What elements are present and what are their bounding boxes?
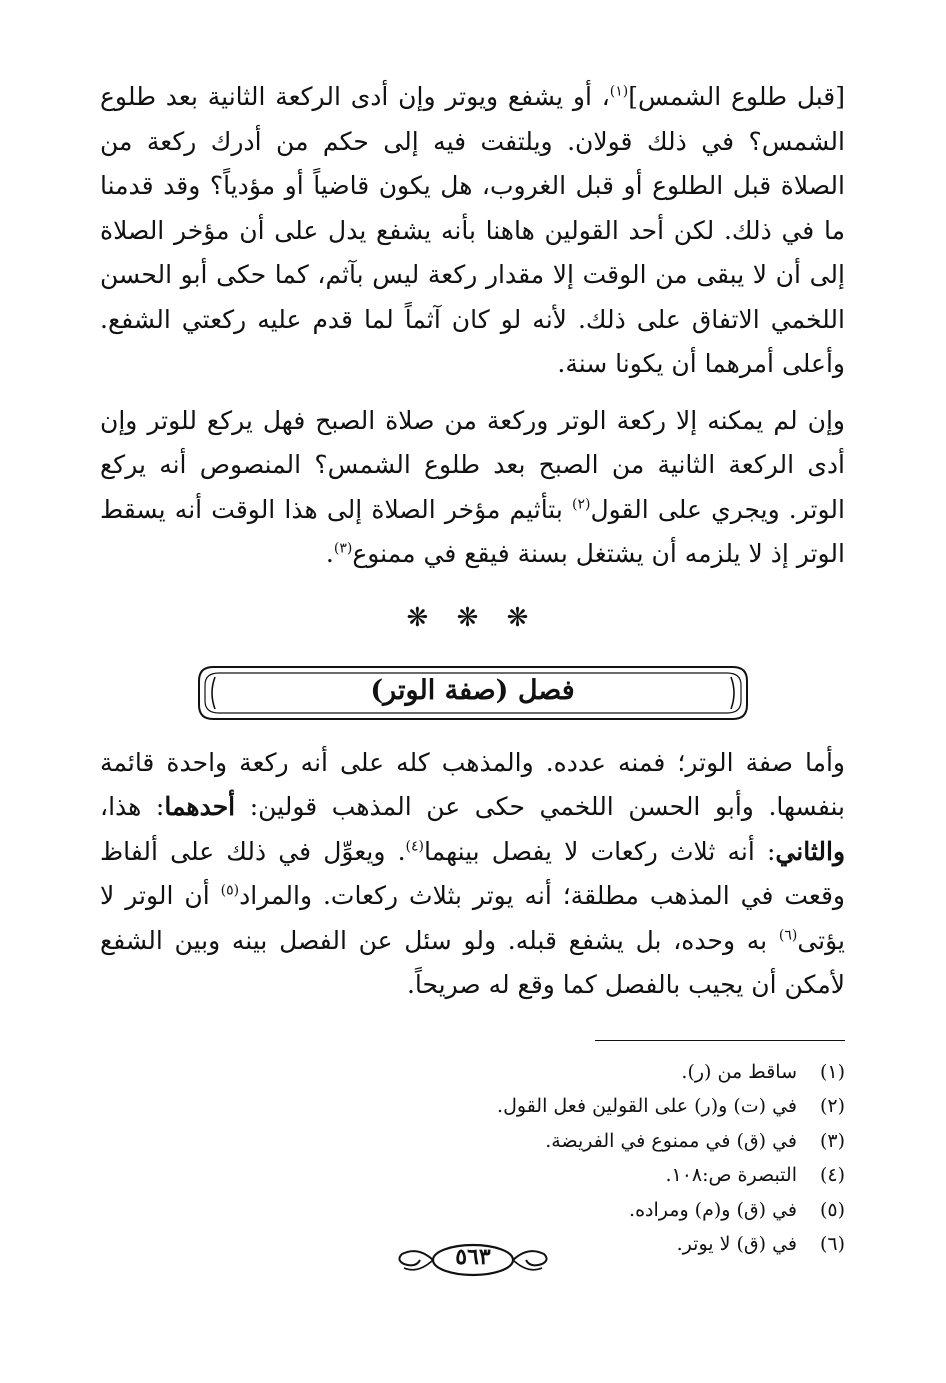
- footnote-number: (٢): [819, 1095, 845, 1117]
- footnotes-list: [100, 1055, 845, 1262]
- footnote-ref-5[interactable]: (٥): [220, 882, 240, 899]
- footnote-divider: [595, 1040, 845, 1041]
- section-separator: ❋ ❋ ❋: [406, 602, 539, 633]
- footnote: [100, 1124, 845, 1159]
- text: ، أو يشفع ويوتر وإن أدى الركعة الثانية بعد طلوع الشمس؟ في ذلك قولان. ويلتفت فيه إلى حكم من أدرك ركعة من الصلاة قبل الطلوع أو قبل الغروب، هل يكون قاضياً أو مؤدياً؟ وقد قدمنا ما في ذلك. لكن أحد القولين هاهنا بأنه يشفع يدل على أن مؤخر الصلاة إلى أن لا يبقى من الوقت إلا مقدار ركعة ليس بآثم، كما حكى أبو الحسن اللخمي الاتفاق على ذلك. لأنه لو كان آثماً لما قدم عليه ركعتي الشفع. وأعلى أمرهما أن يكونا سنة.: [100, 82, 845, 378]
- bold-term: والثاني: [775, 836, 846, 866]
- footnote: [100, 1193, 845, 1228]
- footnote-text: في (ق) في ممنوع في الفريضة.: [545, 1129, 797, 1152]
- text: .: [325, 539, 334, 568]
- section-title: فصل (صفة الوتر): [370, 674, 575, 706]
- footnote-text: ساقط من (ر).: [681, 1060, 797, 1083]
- paragraph-1: [100, 75, 845, 387]
- footnote-number: (٥): [819, 1198, 845, 1221]
- text: وأما صفة الوتر؛ فمنه عدده. والمذهب كله على أنه ركعة واحدة قائمة بنفسها. وأبو الحسن اللخمي حكى عن المذهب قولين:: [100, 747, 845, 821]
- footnote-number: (١): [819, 1060, 845, 1083]
- footnote-text: التبصرة ص:١٠٨.: [665, 1164, 797, 1186]
- page-number: ٥٦٣: [455, 1244, 491, 1270]
- text: [قبل طلوع الشمس]: [628, 82, 845, 111]
- footnote: [100, 1089, 845, 1124]
- footnote-text: في (ت) و(ر) على القولين فعل القول.: [497, 1095, 797, 1117]
- text: : هذا،: [100, 792, 165, 821]
- footnote-ref-1[interactable]: (١): [609, 83, 629, 100]
- footnote-ref-4[interactable]: (٤): [405, 838, 424, 855]
- footnote-ref-6[interactable]: (٦): [778, 927, 798, 944]
- footnote-number: (٣): [819, 1129, 845, 1152]
- text: بتأثيم مؤخر الصلاة إلى هذا الوقت أنه يسقط الوتر إذ لا يلزمه أن يشتغل بسنة فيقع في ممنوع: [100, 494, 845, 568]
- footnote-ref-3[interactable]: (٣): [333, 540, 353, 557]
- footnote-text: في (ق) و(م) ومراده.: [629, 1198, 797, 1221]
- footnote-text: في (ق) لا يوتر.: [676, 1233, 797, 1255]
- paragraph-3: [100, 741, 845, 1008]
- footnote-number: (٦): [819, 1233, 845, 1255]
- text: : أنه ثلاث ركعات لا يفصل بينهما: [424, 836, 776, 866]
- section-heading-frame: [195, 663, 751, 723]
- text: وإن لم يمكنه إلا ركعة الوتر وركعة من صلاة الصبح فهل يركع للوتر وإن أدى الركعة الثانية من الصبح بعد طلوع الشمس؟ المنصوص أنه يركع الوتر. ويجري على القول: [100, 405, 845, 524]
- text: أن الوتر لا يؤتى: [100, 881, 845, 955]
- footnote: [100, 1055, 845, 1090]
- text: . ويعوِّل في ذلك على ألفاظ وقعت في المذهب مطلقة؛ أنه يوتر بثلاث ركعات. والمراد: [100, 836, 845, 910]
- page-number-ornament: [0, 1240, 946, 1280]
- page-content: [100, 75, 845, 1262]
- footnote-number: (٤): [819, 1164, 845, 1186]
- footnote: [100, 1158, 845, 1193]
- text: به وحده، بل يشفع قبله. ولو سئل عن الفصل بينه وبين الشفع لأمكن أن يجيب بالفصل كما وقع له صريحاً.: [100, 925, 845, 999]
- paragraph-2: [100, 399, 845, 577]
- bold-term: أحدهما: [164, 792, 236, 821]
- footnote-ref-2[interactable]: (٢): [571, 496, 591, 513]
